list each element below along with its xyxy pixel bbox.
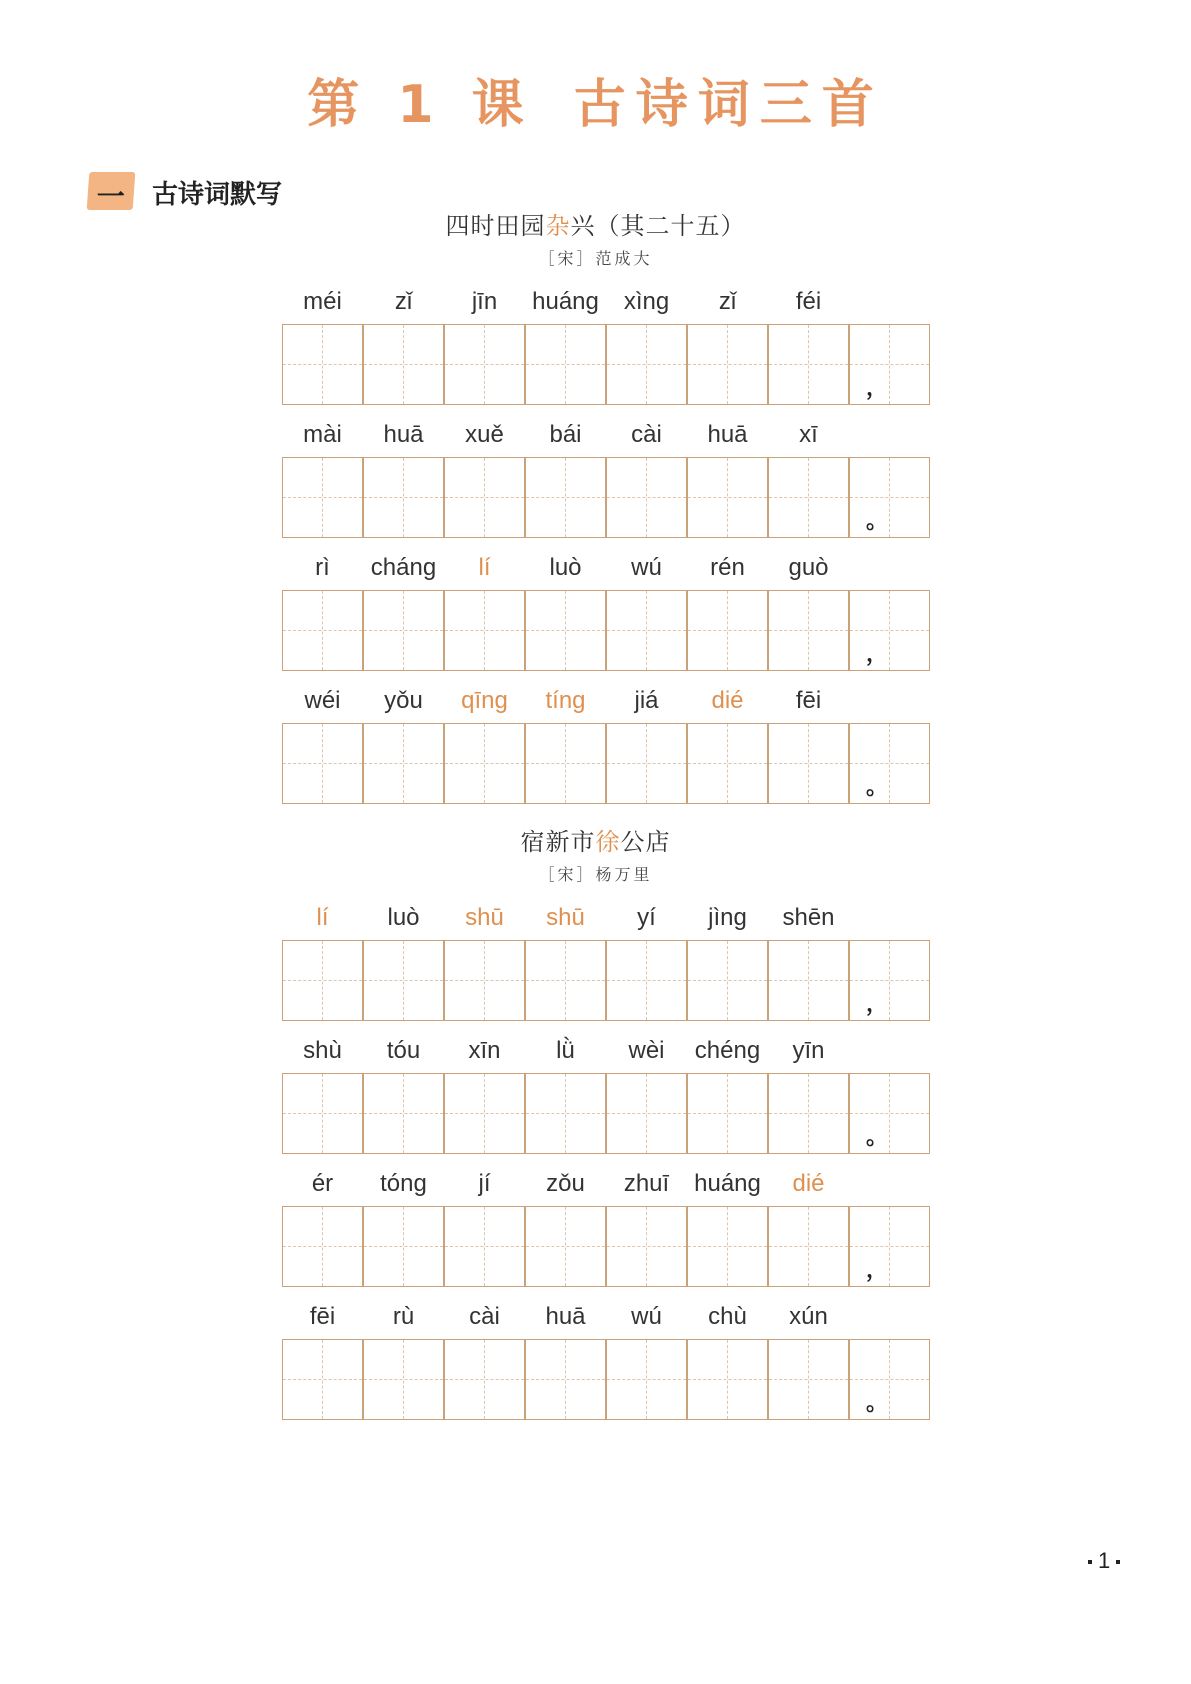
writing-cell[interactable] — [444, 1206, 525, 1287]
writing-cell[interactable] — [525, 1206, 606, 1287]
writing-cell[interactable] — [525, 723, 606, 804]
writing-cell[interactable] — [444, 723, 525, 804]
pinyin-syllable: wú — [631, 554, 662, 581]
grid-guide-horizontal — [850, 1113, 929, 1114]
pinyin-row — [282, 1170, 932, 1204]
writing-cell[interactable] — [444, 1073, 525, 1154]
punctuation-mark: 。 — [866, 1391, 889, 1416]
grid-guide-horizontal — [364, 763, 443, 764]
writing-cell[interactable] — [606, 1206, 687, 1287]
writing-cell[interactable] — [444, 590, 525, 671]
pinyin-syllable: chéng — [694, 1037, 761, 1064]
grid-guide-horizontal — [850, 1379, 929, 1380]
pinyin-syllable: jiá — [634, 687, 659, 714]
punctuation-mark: 。 — [866, 509, 889, 534]
writing-cell[interactable] — [606, 457, 687, 538]
pinyin-syllable: rén — [710, 554, 745, 581]
writing-cell[interactable] — [525, 590, 606, 671]
grid-guide-horizontal — [850, 763, 929, 764]
writing-cell[interactable] — [363, 940, 444, 1021]
grid-guide-horizontal — [850, 497, 929, 498]
writing-grid — [282, 723, 932, 804]
pinyin-syllable: dié — [711, 687, 744, 714]
grid-guide-horizontal — [364, 980, 443, 981]
punctuation-cell — [849, 324, 930, 405]
grid-guide-horizontal — [445, 630, 524, 631]
punctuation-mark: 。 — [866, 1125, 889, 1150]
poem-author: ［宋］杨万里 — [538, 865, 653, 884]
grid-guide-horizontal — [850, 980, 929, 981]
pinyin-syllable: zǒu — [546, 1170, 585, 1197]
grid-guide-horizontal — [445, 1246, 524, 1247]
writing-grid — [282, 940, 932, 1021]
pinyin-syllable: chù — [708, 1303, 747, 1330]
punctuation-mark: ， — [866, 642, 889, 667]
pinyin-row — [282, 1303, 932, 1337]
pinyin-syllable: cháng — [370, 554, 437, 581]
grid-guide-horizontal — [850, 1246, 929, 1247]
grid-guide-horizontal — [607, 364, 686, 365]
writing-grid — [282, 457, 932, 538]
grid-guide-horizontal — [364, 1379, 443, 1380]
pinyin-syllable: shū — [546, 904, 585, 931]
pinyin-syllable: yīn — [792, 1037, 825, 1064]
poem-title-part: 宿新市 — [520, 828, 596, 856]
section-badge — [87, 172, 136, 213]
grid-guide-horizontal — [607, 1246, 686, 1247]
writing-cell[interactable] — [363, 1206, 444, 1287]
writing-cell[interactable] — [363, 457, 444, 538]
writing-cell[interactable] — [282, 1206, 363, 1287]
punctuation-mark: ， — [866, 376, 889, 401]
writing-cell[interactable] — [606, 590, 687, 671]
punctuation-mark: ， — [866, 1258, 889, 1283]
grid-guide-horizontal — [769, 364, 848, 365]
pinyin-syllable: wéi — [304, 687, 341, 714]
grid-guide-horizontal — [283, 1379, 362, 1380]
writing-cell[interactable] — [606, 1073, 687, 1154]
writing-cell[interactable] — [525, 940, 606, 1021]
punctuation-cell — [849, 1339, 930, 1420]
grid-guide-horizontal — [607, 1113, 686, 1114]
pinyin-syllable: xìng — [623, 288, 670, 315]
grid-guide-horizontal — [607, 763, 686, 764]
grid-guide-horizontal — [364, 364, 443, 365]
writing-cell[interactable] — [687, 1206, 768, 1287]
pinyin-syllable: huā — [383, 421, 424, 448]
grid-guide-horizontal — [526, 1246, 605, 1247]
pinyin-syllable: méi — [303, 288, 342, 315]
writing-cell[interactable] — [606, 940, 687, 1021]
pinyin-syllable: tíng — [545, 687, 586, 714]
writing-grid — [282, 1206, 932, 1287]
poem-title — [0, 822, 1191, 857]
pinyin-syllable: guò — [788, 554, 829, 581]
pinyin-syllable: tóu — [386, 1037, 421, 1064]
grid-guide-horizontal — [526, 630, 605, 631]
grid-guide-horizontal — [283, 364, 362, 365]
writing-grid — [282, 324, 932, 405]
grid-guide-horizontal — [850, 630, 929, 631]
poem-title-part: 兴（其二十五） — [570, 212, 746, 240]
punctuation-cell — [849, 1073, 930, 1154]
grid-guide-horizontal — [688, 1379, 767, 1380]
grid-guide-horizontal — [445, 497, 524, 498]
grid-guide-horizontal — [769, 763, 848, 764]
grid-guide-horizontal — [283, 497, 362, 498]
grid-guide-horizontal — [688, 980, 767, 981]
writing-cell[interactable] — [444, 1339, 525, 1420]
grid-guide-horizontal — [526, 497, 605, 498]
pinyin-syllable: ér — [311, 1170, 334, 1197]
pinyin-syllable: huáng — [694, 1170, 761, 1197]
writing-cell[interactable] — [768, 590, 849, 671]
poem-title — [0, 206, 1191, 241]
pinyin-syllable: huáng — [532, 288, 599, 315]
grid-guide-horizontal — [445, 1113, 524, 1114]
grid-guide-horizontal — [607, 630, 686, 631]
pinyin-syllable: jīn — [471, 288, 498, 315]
pinyin-syllable: shū — [465, 904, 504, 931]
grid-guide-horizontal — [364, 1246, 443, 1247]
pinyin-syllable: huā — [545, 1303, 586, 1330]
writing-cell[interactable] — [363, 324, 444, 405]
writing-cell[interactable] — [363, 1073, 444, 1154]
pinyin-row — [282, 421, 932, 455]
writing-cell[interactable] — [606, 723, 687, 804]
lesson-number: 第 1 课 — [307, 75, 534, 135]
writing-cell[interactable] — [687, 940, 768, 1021]
grid-guide-horizontal — [688, 1246, 767, 1247]
punctuation-cell — [849, 457, 930, 538]
writing-grid — [282, 1339, 932, 1420]
grid-guide-horizontal — [850, 364, 929, 365]
grid-guide-horizontal — [769, 497, 848, 498]
pinyin-syllable: luò — [387, 904, 420, 931]
writing-cell[interactable] — [282, 1339, 363, 1420]
pinyin-syllable: shù — [303, 1037, 342, 1064]
poem-title-highlight: 徐 — [595, 828, 621, 856]
writing-cell[interactable] — [525, 1339, 606, 1420]
pinyin-syllable: cài — [631, 421, 662, 448]
grid-guide-horizontal — [364, 497, 443, 498]
grid-guide-horizontal — [769, 980, 848, 981]
page-dot-right — [1116, 1560, 1120, 1564]
pinyin-syllable: xún — [789, 1303, 828, 1330]
writing-cell[interactable] — [282, 940, 363, 1021]
pinyin-syllable: mài — [303, 421, 342, 448]
grid-guide-horizontal — [607, 497, 686, 498]
grid-guide-horizontal — [688, 630, 767, 631]
writing-cell[interactable] — [444, 324, 525, 405]
writing-cell[interactable] — [525, 324, 606, 405]
lesson-title — [0, 62, 1191, 137]
lesson-name: 古诗词三首 — [573, 75, 884, 135]
writing-cell[interactable] — [444, 940, 525, 1021]
grid-guide-horizontal — [283, 763, 362, 764]
writing-cell[interactable] — [282, 1073, 363, 1154]
writing-cell[interactable] — [687, 590, 768, 671]
grid-guide-horizontal — [283, 1113, 362, 1114]
grid-guide-horizontal — [769, 630, 848, 631]
writing-cell[interactable] — [363, 590, 444, 671]
writing-cell[interactable] — [444, 457, 525, 538]
pinyin-syllable: wèi — [628, 1037, 665, 1064]
pinyin-syllable: qīng — [461, 687, 508, 714]
grid-guide-horizontal — [769, 1379, 848, 1380]
writing-cell[interactable] — [282, 590, 363, 671]
writing-cell[interactable] — [363, 1339, 444, 1420]
pinyin-row — [282, 554, 932, 588]
grid-guide-horizontal — [526, 763, 605, 764]
writing-cell[interactable] — [687, 1339, 768, 1420]
grid-guide-horizontal — [688, 497, 767, 498]
writing-cell[interactable] — [768, 940, 849, 1021]
grid-guide-horizontal — [445, 1379, 524, 1380]
pinyin-syllable: xīn — [468, 1037, 501, 1064]
grid-guide-horizontal — [607, 980, 686, 981]
grid-guide-horizontal — [688, 1113, 767, 1114]
grid-guide-horizontal — [526, 1379, 605, 1380]
pinyin-syllable: xuě — [465, 421, 504, 448]
pinyin-syllable: zǐ — [394, 288, 413, 315]
pinyin-syllable: jìng — [708, 904, 747, 931]
pinyin-syllable: yí — [637, 904, 656, 931]
poem-author: ［宋］范成大 — [538, 249, 653, 268]
grid-guide-horizontal — [607, 1379, 686, 1380]
grid-guide-horizontal — [445, 980, 524, 981]
page-number: 1 — [1082, 1548, 1126, 1574]
writing-grid — [282, 1073, 932, 1154]
writing-cell[interactable] — [606, 324, 687, 405]
pinyin-row — [282, 687, 932, 721]
punctuation-cell — [849, 1206, 930, 1287]
writing-cell[interactable] — [687, 723, 768, 804]
grid-guide-horizontal — [445, 763, 524, 764]
writing-cell[interactable] — [768, 457, 849, 538]
writing-cell[interactable] — [282, 457, 363, 538]
writing-cell[interactable] — [282, 723, 363, 804]
pinyin-syllable: luò — [549, 554, 582, 581]
punctuation-cell — [849, 590, 930, 671]
grid-guide-horizontal — [688, 364, 767, 365]
pinyin-syllable: rù — [392, 1303, 415, 1330]
pinyin-syllable: rì — [315, 554, 330, 581]
section-number: 一 — [95, 180, 126, 213]
pinyin-row — [282, 288, 932, 322]
poem-title-highlight: 杂 — [545, 212, 571, 240]
pinyin-syllable: bái — [549, 421, 582, 448]
writing-cell[interactable] — [768, 1073, 849, 1154]
pinyin-row — [282, 904, 932, 938]
pinyin-syllable: huā — [707, 421, 748, 448]
pinyin-syllable: lí — [316, 904, 329, 931]
pinyin-syllable: xī — [799, 421, 818, 448]
writing-cell[interactable] — [768, 723, 849, 804]
page-dot-left — [1088, 1560, 1092, 1564]
writing-cell[interactable] — [768, 324, 849, 405]
writing-grid — [282, 590, 932, 671]
grid-guide-horizontal — [364, 1113, 443, 1114]
writing-cell[interactable] — [282, 324, 363, 405]
poem-title-part: 公店 — [620, 828, 671, 856]
pinyin-syllable: fēi — [795, 687, 822, 714]
pinyin-syllable: yǒu — [384, 687, 423, 714]
grid-guide-horizontal — [364, 630, 443, 631]
pinyin-syllable: zǐ — [718, 288, 737, 315]
grid-guide-horizontal — [526, 1113, 605, 1114]
pinyin-syllable: zhuī — [623, 1170, 670, 1197]
writing-cell[interactable] — [687, 1073, 768, 1154]
punctuation-mark: ， — [866, 992, 889, 1017]
pinyin-row — [282, 1037, 932, 1071]
pinyin-syllable: jí — [478, 1170, 491, 1197]
writing-cell[interactable] — [687, 457, 768, 538]
writing-cell[interactable] — [525, 1073, 606, 1154]
pinyin-syllable: tóng — [380, 1170, 427, 1197]
pinyin-syllable: wú — [631, 1303, 662, 1330]
writing-cell[interactable] — [687, 324, 768, 405]
punctuation-cell — [849, 940, 930, 1021]
grid-guide-horizontal — [445, 364, 524, 365]
grid-guide-horizontal — [283, 1246, 362, 1247]
punctuation-cell — [849, 723, 930, 804]
pinyin-syllable: shēn — [782, 904, 835, 931]
pinyin-syllable: lí — [478, 554, 491, 581]
grid-guide-horizontal — [526, 980, 605, 981]
punctuation-mark: 。 — [866, 775, 889, 800]
pinyin-syllable: fēi — [309, 1303, 336, 1330]
grid-guide-horizontal — [769, 1246, 848, 1247]
writing-cell[interactable] — [606, 1339, 687, 1420]
pinyin-syllable: lǜ — [556, 1037, 575, 1064]
grid-guide-horizontal — [688, 763, 767, 764]
writing-cell[interactable] — [525, 457, 606, 538]
writing-cell[interactable] — [768, 1206, 849, 1287]
writing-cell[interactable] — [768, 1339, 849, 1420]
pinyin-syllable: dié — [792, 1170, 825, 1197]
grid-guide-horizontal — [769, 1113, 848, 1114]
pinyin-syllable: féi — [795, 288, 822, 315]
writing-cell[interactable] — [363, 723, 444, 804]
poem-title-part: 四时田园 — [445, 212, 546, 240]
grid-guide-horizontal — [283, 980, 362, 981]
pinyin-syllable: cài — [469, 1303, 500, 1330]
grid-guide-horizontal — [526, 364, 605, 365]
grid-guide-horizontal — [283, 630, 362, 631]
section-title: 古诗词默写 — [152, 180, 283, 210]
